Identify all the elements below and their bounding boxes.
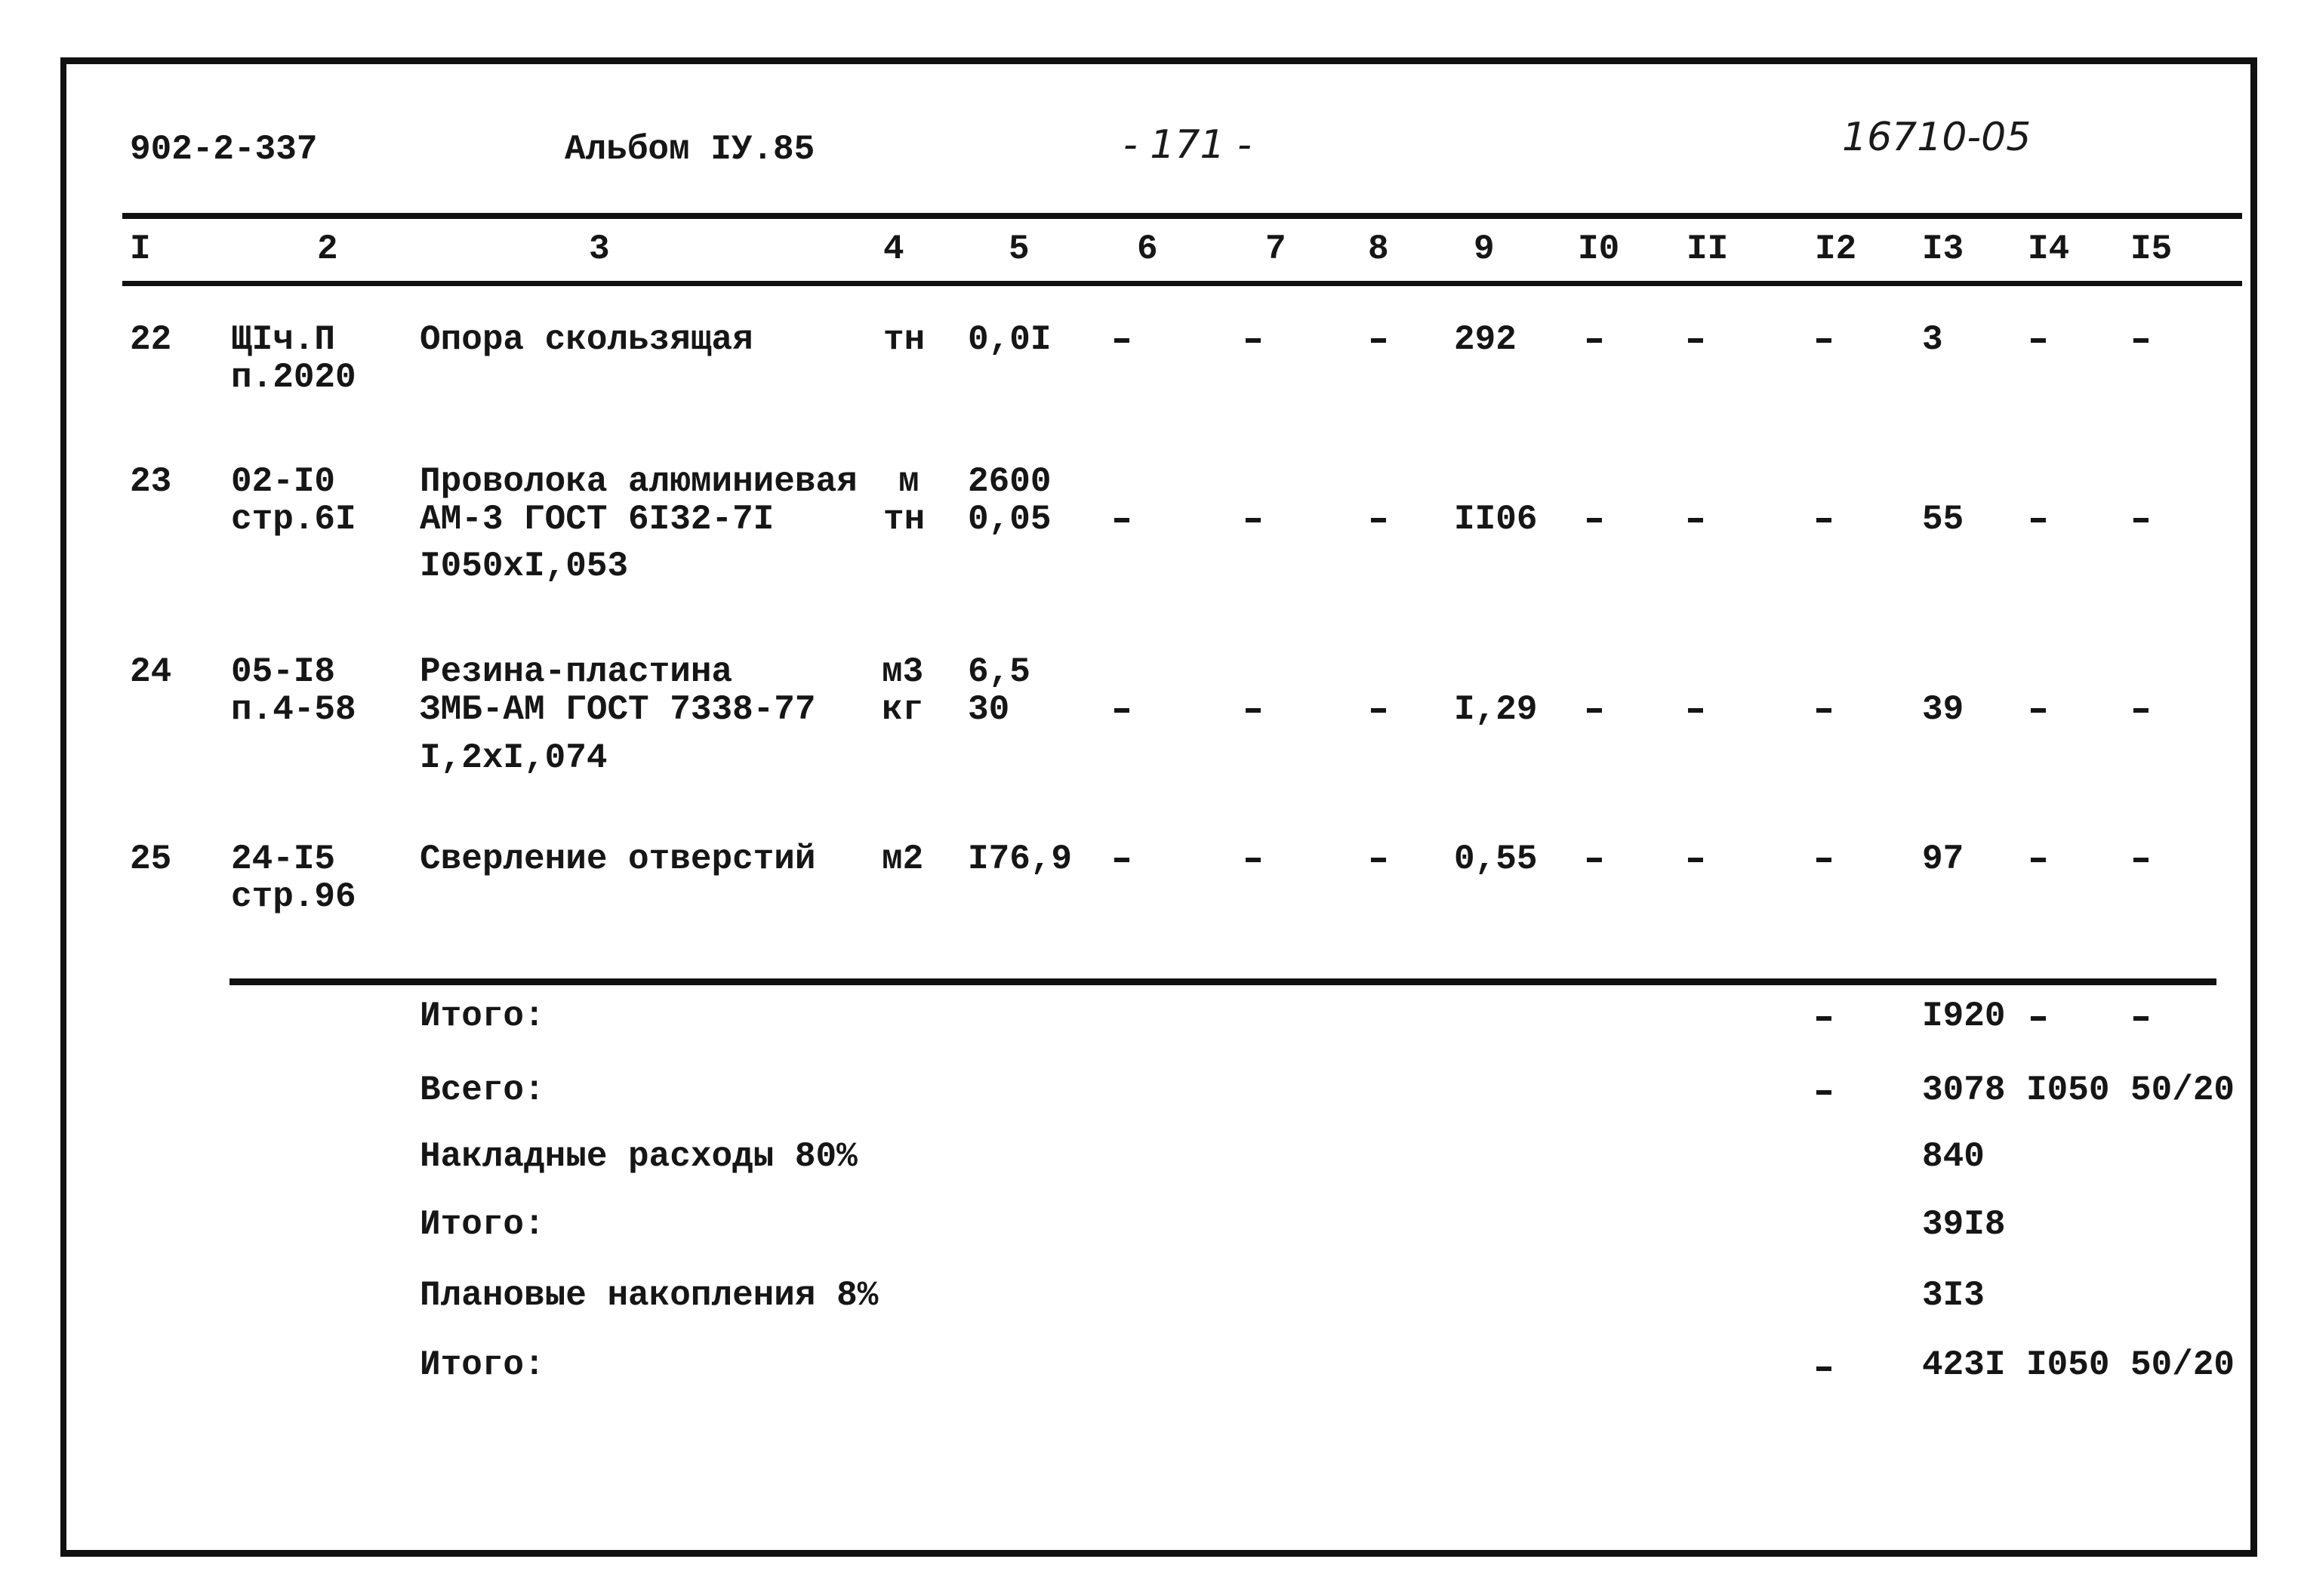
- dash-mark: [2133, 338, 2149, 343]
- dash-mark: [1816, 518, 1831, 522]
- summary-col13: 3I3: [1922, 1276, 1985, 1315]
- summary-col13: 3078: [1922, 1071, 2006, 1110]
- col-header: I: [130, 230, 151, 269]
- row-quantity: 0,05: [968, 500, 1052, 539]
- row-col13: 97: [1922, 840, 1964, 879]
- dash-mark: [1371, 708, 1386, 713]
- row-reference: п.4-58: [231, 690, 356, 729]
- col-header: 2: [317, 230, 338, 269]
- summary-col14: I050: [2026, 1345, 2110, 1385]
- dash-mark: [2133, 708, 2149, 713]
- col-header: 3: [589, 230, 610, 269]
- dash-mark: [1688, 858, 1703, 862]
- dash-mark: [1246, 338, 1261, 343]
- row-reference: стр.96: [231, 877, 356, 917]
- col-header: I3: [1922, 230, 1964, 269]
- dash-mark: [1816, 1366, 1831, 1371]
- dash-mark: [1816, 338, 1831, 343]
- summary-label: Всего:: [420, 1071, 545, 1110]
- dash-mark: [1587, 708, 1602, 713]
- dash-mark: [2031, 858, 2046, 862]
- col-header: I4: [2028, 230, 2070, 269]
- row-reference: стр.6I: [231, 500, 356, 539]
- col-header: 8: [1368, 230, 1389, 269]
- row-unit: кг: [882, 690, 924, 729]
- dash-mark: [2031, 1016, 2046, 1021]
- row-description: Сверление отверстий: [420, 840, 816, 879]
- summary-label: Итого:: [420, 997, 545, 1036]
- row-col13: 3: [1922, 320, 1943, 359]
- doc-code: 902-2-337: [130, 130, 318, 169]
- dash-mark: [1688, 708, 1703, 713]
- dash-mark: [2031, 708, 2046, 713]
- dash-mark: [2031, 518, 2046, 522]
- row-unit: м2: [882, 840, 924, 879]
- col-header: I2: [1815, 230, 1857, 269]
- row-description: АМ-3 ГОСТ 6I32-7I: [420, 500, 775, 539]
- dash-mark: [2133, 858, 2149, 862]
- summary-col13: 39I8: [1922, 1205, 2006, 1244]
- row-number: 23: [130, 462, 172, 501]
- dash-mark: [1371, 338, 1386, 343]
- summary-col15: 50/20: [2130, 1071, 2235, 1110]
- row-quantity: 0,0I: [968, 320, 1052, 359]
- col-header: 7: [1265, 230, 1286, 269]
- summary-label: Накладные расходы 80%: [420, 1137, 858, 1176]
- dash-mark: [1114, 708, 1129, 713]
- row-col13: 55: [1922, 500, 1964, 539]
- dash-mark: [2133, 518, 2149, 522]
- row-unit: м3: [882, 652, 924, 692]
- row-col9: I,29: [1454, 690, 1538, 729]
- header-bottom-rule: [122, 281, 2242, 286]
- dash-mark: [1587, 518, 1602, 522]
- dash-mark: [1816, 1090, 1831, 1095]
- dash-mark: [1688, 338, 1703, 343]
- row-reference: 24-I5: [231, 840, 336, 879]
- row-col9: 0,55: [1454, 840, 1538, 879]
- summary-label: Итого:: [420, 1205, 545, 1244]
- dash-mark: [1371, 858, 1386, 862]
- row-quantity: 6,5: [968, 652, 1030, 692]
- dash-mark: [1246, 858, 1261, 862]
- row-reference: 02-I0: [231, 462, 336, 501]
- page-number: - 171 -: [1123, 122, 1252, 168]
- row-quantity: I76,9: [968, 840, 1073, 879]
- header-top-rule: [122, 213, 2242, 219]
- summary-col15: 50/20: [2130, 1345, 2235, 1385]
- row-description: I,2xI,074: [420, 738, 608, 778]
- col-header: II: [1686, 230, 1729, 269]
- row-number: 22: [130, 320, 172, 359]
- row-quantity: 30: [968, 690, 1010, 729]
- summary-col13: I920: [1922, 997, 2006, 1036]
- summary-col13: 423I: [1922, 1345, 2006, 1385]
- col-header: 9: [1474, 230, 1495, 269]
- row-col9: 292: [1454, 320, 1517, 359]
- dash-mark: [1816, 858, 1831, 862]
- dash-mark: [1688, 518, 1703, 522]
- dash-mark: [1246, 518, 1261, 522]
- dash-mark: [1587, 338, 1602, 343]
- stamp-number: 16710-05: [1842, 115, 2031, 160]
- row-col9: II06: [1454, 500, 1538, 539]
- album-title: Альбом IУ.85: [565, 130, 815, 169]
- col-header: 4: [883, 230, 904, 269]
- dash-mark: [1816, 1016, 1831, 1021]
- row-description: ЗМБ-АМ ГОСТ 7338-77: [420, 690, 816, 729]
- summary-col13: 840: [1922, 1137, 1985, 1176]
- row-description: Опора скользящая: [420, 320, 753, 359]
- row-reference: 05-I8: [231, 652, 336, 692]
- col-header: I5: [2130, 230, 2173, 269]
- dash-mark: [1114, 858, 1129, 862]
- row-number: 25: [130, 840, 172, 879]
- row-number: 24: [130, 652, 172, 692]
- col-header: 5: [1009, 230, 1030, 269]
- summary-label: Плановые накопления 8%: [420, 1276, 879, 1315]
- row-reference: ЩIч.П: [231, 320, 336, 359]
- dash-mark: [2031, 338, 2046, 343]
- row-unit: тн: [883, 320, 926, 359]
- summary-rule: [229, 978, 2216, 985]
- row-unit: м: [898, 462, 919, 501]
- row-unit: тн: [883, 500, 926, 539]
- col-header: I0: [1578, 230, 1620, 269]
- row-col13: 39: [1922, 690, 1964, 729]
- dash-mark: [2133, 1016, 2149, 1021]
- dash-mark: [1371, 518, 1386, 522]
- summary-label: Итого:: [420, 1345, 545, 1385]
- dash-mark: [1114, 518, 1129, 522]
- row-description: Проволока алюминиевая: [420, 462, 858, 501]
- dash-mark: [1816, 708, 1831, 713]
- col-header: 6: [1137, 230, 1158, 269]
- row-description: Резина-пластина: [420, 652, 733, 692]
- row-quantity: 2600: [968, 462, 1052, 501]
- dash-mark: [1587, 858, 1602, 862]
- dash-mark: [1246, 708, 1261, 713]
- row-description: I050xI,053: [420, 547, 629, 586]
- summary-col14: I050: [2026, 1071, 2110, 1110]
- dash-mark: [1114, 338, 1129, 343]
- row-reference: п.2020: [231, 358, 356, 397]
